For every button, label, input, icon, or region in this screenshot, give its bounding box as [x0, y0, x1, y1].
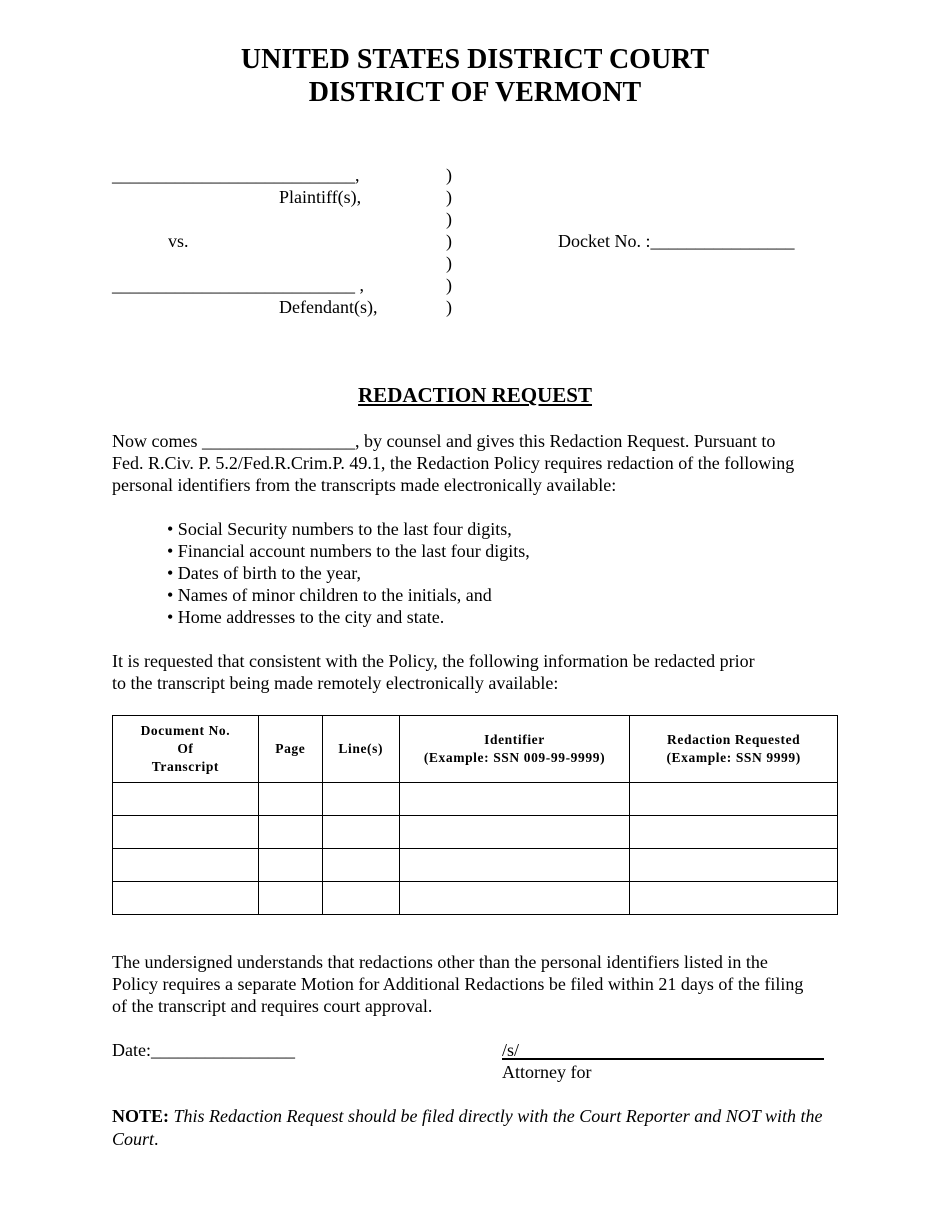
header-text: Redaction Requested — [667, 732, 801, 747]
understanding-line: Policy requires a separate Motion for Additional Redactions be filed within 21 days of the filing — [112, 974, 804, 994]
table-cell[interactable] — [399, 849, 630, 882]
note-end: . — [154, 1129, 159, 1149]
note-label: NOTE: — [112, 1106, 170, 1126]
table-row — [113, 882, 838, 915]
caption-paren: ) — [446, 209, 452, 229]
header-text: (Example: SSN 009-99-9999) — [423, 750, 606, 765]
defendant-blank: ___________________________ , — [112, 275, 364, 295]
table-cell[interactable] — [399, 783, 630, 816]
signature-mark: /s/ — [502, 1040, 520, 1060]
header-identifier — [399, 716, 630, 783]
district-name: DISTRICT OF VERMONT — [308, 77, 642, 108]
intro-line: Now comes _________________, by counsel and gives this Redaction Request. Pursuant to — [112, 431, 776, 451]
table-cell[interactable] — [322, 882, 399, 915]
list-item: • Social Security numbers to the last four digits, — [167, 519, 512, 539]
caption-paren: ) — [446, 297, 452, 317]
table-row — [113, 816, 838, 849]
signature-line — [502, 1058, 824, 1060]
table-cell[interactable] — [630, 882, 838, 915]
table-cell[interactable] — [258, 882, 322, 915]
table-cell[interactable] — [322, 783, 399, 816]
understanding-paragraph — [112, 951, 852, 1017]
caption-paren: ) — [446, 231, 452, 251]
identifier-list — [167, 518, 530, 628]
table-cell[interactable] — [322, 816, 399, 849]
request-paragraph — [112, 650, 852, 694]
header-lines — [322, 716, 399, 783]
header-text: Transcript — [151, 759, 220, 774]
intro-line: Fed. R.Civ. P. 5.2/Fed.R.Crim.P. 49.1, the Redaction Policy requires redaction of the following — [112, 453, 795, 473]
plaintiff-blank: ___________________________, — [112, 165, 360, 185]
defendant-label: Defendant(s), — [279, 297, 378, 317]
note-text: This Redaction Request should be filed directly with the Court Reporter and NOT with the Court — [112, 1106, 823, 1149]
table-cell[interactable] — [258, 849, 322, 882]
document-title: REDACTION REQUEST — [358, 383, 592, 407]
table-header-row — [113, 716, 838, 783]
table-cell[interactable] — [630, 849, 838, 882]
header-text: Of — [177, 741, 194, 756]
table-cell[interactable] — [399, 882, 630, 915]
table-cell[interactable] — [630, 783, 838, 816]
caption-paren: ) — [446, 275, 452, 295]
header-text: Page — [275, 741, 306, 756]
table-row — [113, 849, 838, 882]
list-item: • Financial account numbers to the last four digits, — [167, 541, 530, 561]
plaintiff-label: Plaintiff(s), — [279, 187, 362, 207]
understanding-line: The undersigned understands that redactions other than the personal identifiers listed in the — [112, 952, 768, 972]
header-text: Identifier — [484, 732, 545, 747]
redaction-table — [112, 715, 838, 915]
table-cell[interactable] — [630, 816, 838, 849]
table-cell[interactable] — [113, 849, 259, 882]
table-cell[interactable] — [258, 783, 322, 816]
header-text: (Example: SSN 9999) — [666, 750, 801, 765]
table-cell[interactable] — [113, 783, 259, 816]
understanding-line: of the transcript and requires court approval. — [112, 996, 433, 1016]
attorney-for-label: Attorney for — [502, 1062, 592, 1082]
caption-paren: ) — [446, 187, 452, 207]
header-page — [258, 716, 322, 783]
docket-number: Docket No. :________________ — [558, 231, 795, 251]
header-document-no — [113, 716, 259, 783]
vs-label: vs. — [168, 231, 189, 251]
table-cell[interactable] — [258, 816, 322, 849]
caption-paren: ) — [446, 253, 452, 273]
request-line: to the transcript being made remotely electronically available: — [112, 673, 559, 693]
filing-note — [112, 1105, 842, 1151]
request-line: It is requested that consistent with the Policy, the following information be redacted prior — [112, 651, 755, 671]
table-cell[interactable] — [322, 849, 399, 882]
list-item: • Names of minor children to the initials, and — [167, 585, 492, 605]
table-cell[interactable] — [399, 816, 630, 849]
date-field: Date:________________ — [112, 1040, 295, 1060]
list-item: • Dates of birth to the year, — [167, 563, 362, 583]
caption-paren: ) — [446, 165, 452, 185]
header-text: Document No. — [140, 723, 231, 738]
table-cell[interactable] — [113, 882, 259, 915]
list-item: • Home addresses to the city and state. — [167, 607, 445, 627]
court-name: UNITED STATES DISTRICT COURT — [240, 44, 710, 75]
header-redaction-requested — [630, 716, 838, 783]
table-cell[interactable] — [113, 816, 259, 849]
intro-paragraph — [112, 430, 852, 496]
table-row — [113, 783, 838, 816]
header-text: Line(s) — [338, 741, 384, 756]
intro-line: personal identifiers from the transcripts made electronically available: — [112, 475, 617, 495]
